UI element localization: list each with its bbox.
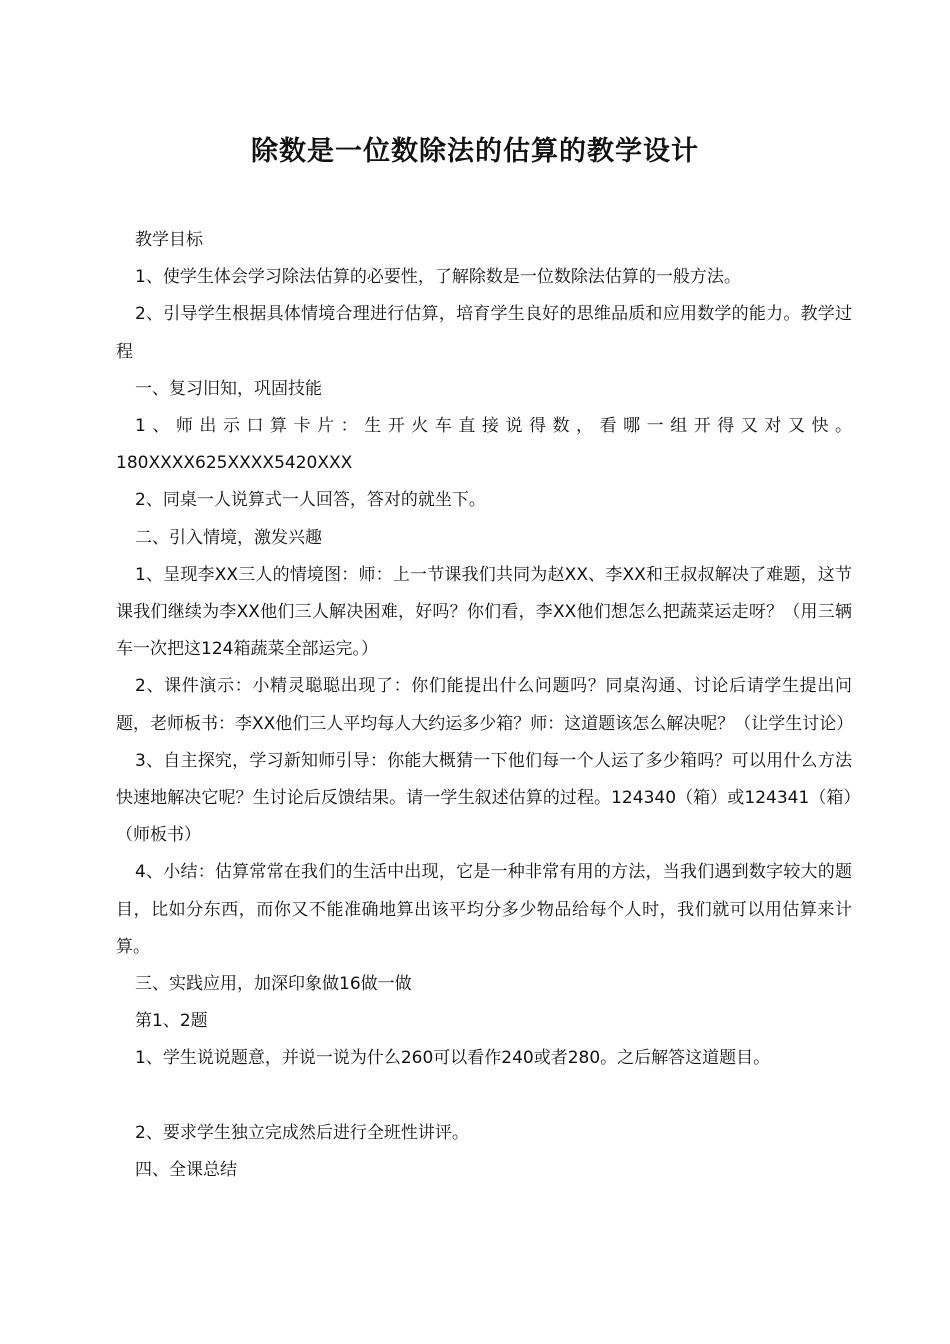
paragraph-section-2-item-1: 1、呈现李XX三人的情境图：师：上一节课我们共同为赵XX、李XX和王叔叔解决了难题，这节课我们继续为李XX他们三人解决困难，好吗？你们看，李XX他们想怎么把蔬菜运走呀？（用三辆车一次把这124箱蔬菜全部运完。） bbox=[116, 564, 852, 660]
paragraph-section-3-item-2: 2、要求学生独立完成然后进行全班性讲评。 bbox=[135, 1122, 469, 1143]
document-title: 除数是一位数除法的估算的教学设计 bbox=[251, 136, 699, 167]
document-body bbox=[116, 222, 852, 1189]
paragraph-objective-2: 2、引导学生根据具体情境合理进行估算，培育学生良好的思维品质和应用数学的能力。教学过程 bbox=[116, 304, 852, 362]
paragraph-section-2-item-3: 3、自主探究，学习新知师引导：你能大概猜一下他们每一个人运了多少箱吗？可以用什么方法快速地解决它呢？生讨论后反馈结果。请一学生叙述估算的过程。124340（箱）或124341（箱）（师板书） bbox=[116, 750, 852, 846]
paragraph-section-3-item-1: 1、学生说说题意，并说一说为什么260可以看作240或者280。之后解答这道题目。 bbox=[135, 1048, 771, 1069]
paragraph-section-1-item-1: 1、师出示口算卡片：生开火车直接说得数，看哪一组开得又对又快。180XXXX625XXXX5420XXX bbox=[116, 416, 852, 474]
paragraph-objective-1: 1、使学生体会学习除法估算的必要性，了解除数是一位数除法估算的一般方法。 bbox=[135, 267, 741, 288]
paragraph-section-3-heading: 三、实践应用，加深印象做16做一做 bbox=[135, 974, 412, 995]
blank-line bbox=[116, 1078, 852, 1115]
paragraph-section-1-item-2: 2、同桌一人说算式一人回答，答对的就坐下。 bbox=[135, 490, 486, 511]
paragraph-exercise-label: 第1、2题 bbox=[135, 1011, 208, 1032]
paragraph-section-2-item-2: 2、课件演示：小精灵聪聪出现了：你们能提出什么问题吗？同桌沟通、讨论后请学生提出问题，老师板书：李XX他们三人平均每人大约运多少箱？师：这道题该怎么解决呢？（让学生讨论） bbox=[116, 676, 854, 734]
paragraph-section-1-heading: 一、复习旧知，巩固技能 bbox=[135, 378, 322, 399]
paragraph-section-2-heading: 二、引入情境，激发兴趣 bbox=[135, 527, 322, 548]
paragraph-section-2-item-4: 4、小结：估算常常在我们的生活中出现，它是一种非常有用的方法，当我们遇到数字较大的题目，比如分东西，而你又不能准确地算出该平均分多少物品给每个人时，我们就可以用估算来计算。 bbox=[116, 862, 852, 957]
paragraph-objectives-heading: 教学目标 bbox=[135, 230, 203, 250]
paragraph-section-4-heading: 四、全课总结 bbox=[135, 1160, 237, 1181]
